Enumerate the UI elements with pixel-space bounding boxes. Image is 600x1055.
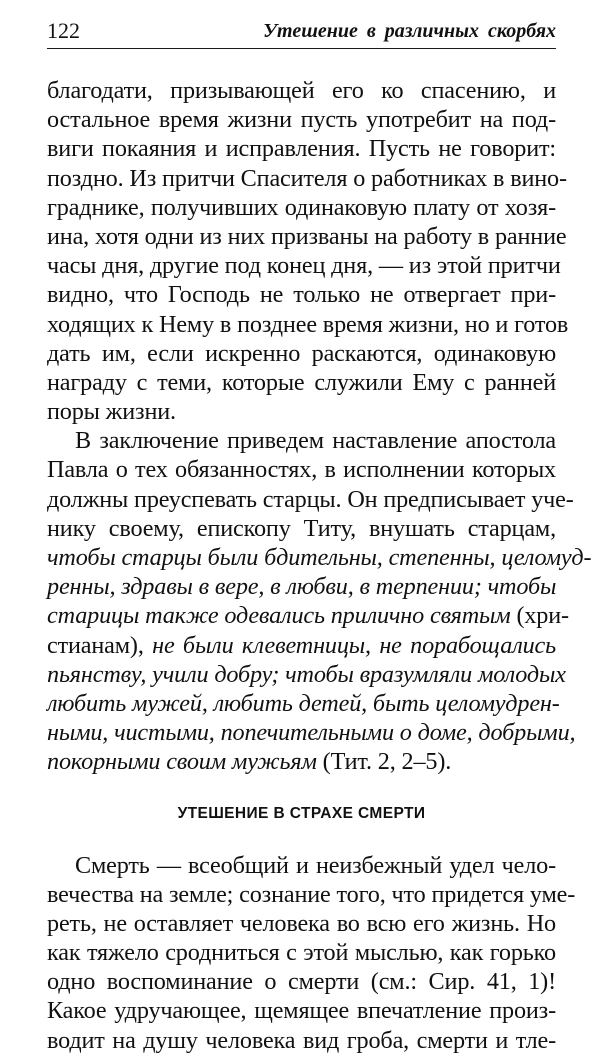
text-line [47,747,556,776]
text-line: одно воспоминание о смерти (см.: Сир. 41, 1)! [47,968,556,996]
page-number: 122 [47,18,80,43]
text-line-italic [47,660,566,689]
text-line: часы дня, другие под конец дня, — из этой притчи [47,252,561,280]
text-line: граднике, получивших одинаковую плату от хозя- [47,193,556,221]
quote-span: ренны, здравы в вере, в любви, в терпении; чтобы [47,573,557,601]
text-span: нику своему, епископу Титу, внушать старцам, [47,514,556,542]
running-title: Утешение в различных скорбях [263,20,556,42]
text-span: должны преуспевать старцы. Он предписывает уче- [47,485,574,513]
text-line: поры жизни. [47,398,176,426]
scripture-reference: (Тит. 2, 2–5). [322,748,452,776]
quote-span: покорными своим мужьям [47,748,323,776]
quote-span: не были клеветницы, не порабощались [152,631,556,659]
text-line-italic [47,572,556,601]
text-line [47,426,556,455]
text-line: водит на душу человека вид гроба, смерти и тле- [47,1026,556,1054]
text-line: дать им, если искренно раскаются, одинаковую [47,339,556,367]
quote-span: любить мужей, любить детей, быть целомудрен- [47,689,560,717]
quote-span: ными, чистыми, попечительными о доме, добрыми, [47,719,576,747]
text-line: как тяжело сродниться с этой мыслью, как горько [47,939,556,967]
text-line-italic [47,689,560,718]
text-span: стианам), [47,631,153,659]
text-line: Какое удручающее, щемящее впечатление произ- [47,997,556,1025]
text-line: вечества на земле; сознание того, что придется уме- [47,880,576,908]
text-line [47,631,556,660]
quote-span: чтобы старцы были бдительны, степенны, целомуд- [47,544,592,571]
paragraph-2 [47,426,592,776]
text-span: Павла о тех обязанностях, в исполнении которых [47,456,556,484]
text-line-italic [47,543,592,572]
quote-span: пьянству, учили добру; чтобы вразумляли молодых [47,660,566,688]
text-span: (хри- [516,602,569,630]
section-heading: УТЕШЕНИЕ В СТРАХЕ СМЕРТИ [177,804,426,822]
text-line: видно, что Господь не только не отвергает при- [47,281,556,309]
text-line: остальное время жизни пусть употребит на под- [47,106,556,134]
text-line: ходящих к Нему в позднее время жизни, но и готов [47,310,569,338]
text-line: Смерть — всеобщий и неизбежный удел чело- [75,851,556,879]
text-line [47,485,574,514]
text-line [47,455,556,484]
running-header [47,14,556,49]
body-text [47,76,592,1055]
text-line-italic [47,718,576,747]
text-line: поздно. Из притчи Спасителя о работниках в вино- [47,164,567,192]
quote-span: старицы также одевались прилично святым [47,602,517,630]
text-line: ина, хотя одни из них призваны на работу в ранние [47,222,567,250]
text-line: награду с теми, которые служили Ему с ранней [47,368,556,396]
text-line: реть, не оставляет человека во всю его жизнь. Но [47,909,556,937]
paragraph-3 [47,851,576,1055]
paragraph-1 [47,76,569,426]
text-line: виги покаяния и исправления. Пусть не говорит: [47,135,556,163]
text-line [47,514,556,543]
text-line: благодати, призывающей его ко спасению, и [47,77,556,104]
text-line [47,601,569,630]
text-span: В заключение приведем наставление апостола [75,427,556,455]
